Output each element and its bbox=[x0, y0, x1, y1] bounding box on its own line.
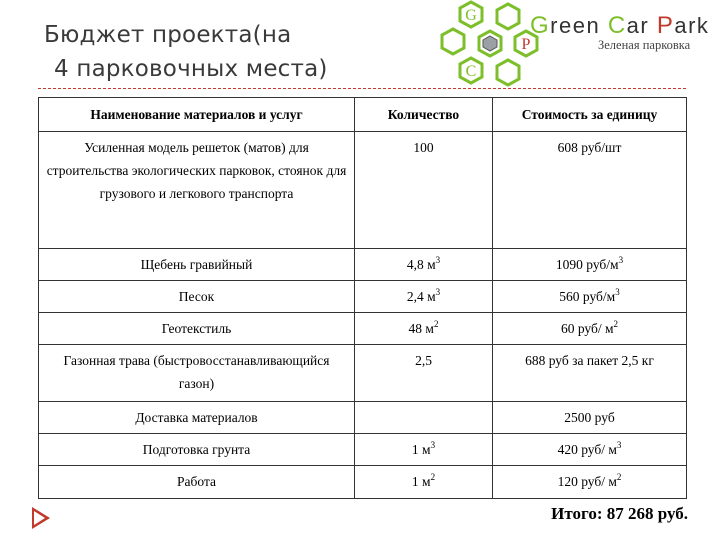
table-header-row bbox=[39, 98, 687, 132]
hex-icon-center-inner bbox=[483, 36, 497, 51]
table-row bbox=[39, 313, 687, 345]
cell-price: 688 руб за пакет 2,5 кг bbox=[493, 345, 687, 402]
hex-letter-g: G bbox=[465, 7, 477, 24]
cell-price: 120 руб/ $м^2$ bbox=[493, 466, 687, 499]
cell-price: 2500 руб bbox=[493, 402, 687, 434]
cell-name: Подготовка грунта bbox=[39, 434, 355, 466]
table-row bbox=[39, 249, 687, 281]
hex-icon-left bbox=[442, 29, 464, 54]
brand-name: Green Car Park bbox=[530, 12, 710, 39]
cell-price: 60 руб/ $м^2$ bbox=[493, 313, 687, 345]
table-row bbox=[39, 466, 687, 499]
cell-qty: 2,5 bbox=[355, 345, 493, 402]
table-row bbox=[39, 345, 687, 402]
budget-table bbox=[38, 97, 687, 499]
header-qty: Количество bbox=[355, 98, 493, 132]
cell-price: 608 руб/шт bbox=[493, 132, 687, 249]
total-amount: Итого: 87 268 руб. bbox=[551, 504, 688, 523]
cell-price: 560 руб/$м^3$ bbox=[493, 281, 687, 313]
hex-letter-p: P bbox=[521, 36, 531, 53]
title-line-2: 4 парковочных места) bbox=[54, 56, 328, 82]
cell-price: 420 руб/ $м^3$ bbox=[493, 434, 687, 466]
header-name: Наименование материалов и услуг bbox=[39, 98, 355, 132]
divider bbox=[38, 88, 686, 89]
cell-name: Газонная трава (быстровосстанавливающийся газон) bbox=[39, 345, 355, 402]
cell-name: Доставка материалов bbox=[39, 402, 355, 434]
cell-name: Геотекстиль bbox=[39, 313, 355, 345]
cell-qty: 1 $м^2$ bbox=[355, 466, 493, 499]
cell-qty: 100 bbox=[355, 132, 493, 249]
cell-name: Щебень гравийный bbox=[39, 249, 355, 281]
cell-name: Работа bbox=[39, 466, 355, 499]
cell-name: Песок bbox=[39, 281, 355, 313]
cell-qty: 1 $м^3$ bbox=[355, 434, 493, 466]
play-arrow-icon[interactable] bbox=[30, 506, 52, 530]
cell-name: Усиленная модель решеток (матов) для строительства экологических парковок, стоянок для грузового и легкового транспорта bbox=[39, 132, 355, 249]
cell-qty: 4,8 $м^3$ bbox=[355, 249, 493, 281]
hex-letter-c: C bbox=[465, 63, 477, 80]
header-price: Стоимость за единицу bbox=[493, 98, 687, 132]
table-row bbox=[39, 132, 687, 249]
slide-title bbox=[44, 18, 404, 86]
cell-price: 1090 руб/$м^3$ bbox=[493, 249, 687, 281]
table-row bbox=[39, 402, 687, 434]
table-row bbox=[39, 281, 687, 313]
brand-subtitle: Зеленая парковка bbox=[598, 38, 691, 52]
cell-qty: 2,4 $м^3$ bbox=[355, 281, 493, 313]
title-line-1: Бюджет проекта(на bbox=[44, 22, 292, 48]
hex-icon-bottom-right bbox=[497, 60, 519, 85]
table-row bbox=[39, 434, 687, 466]
cell-qty bbox=[355, 402, 493, 434]
cell-qty: 48 $м^2$ bbox=[355, 313, 493, 345]
hex-icon-top-right bbox=[497, 4, 519, 29]
